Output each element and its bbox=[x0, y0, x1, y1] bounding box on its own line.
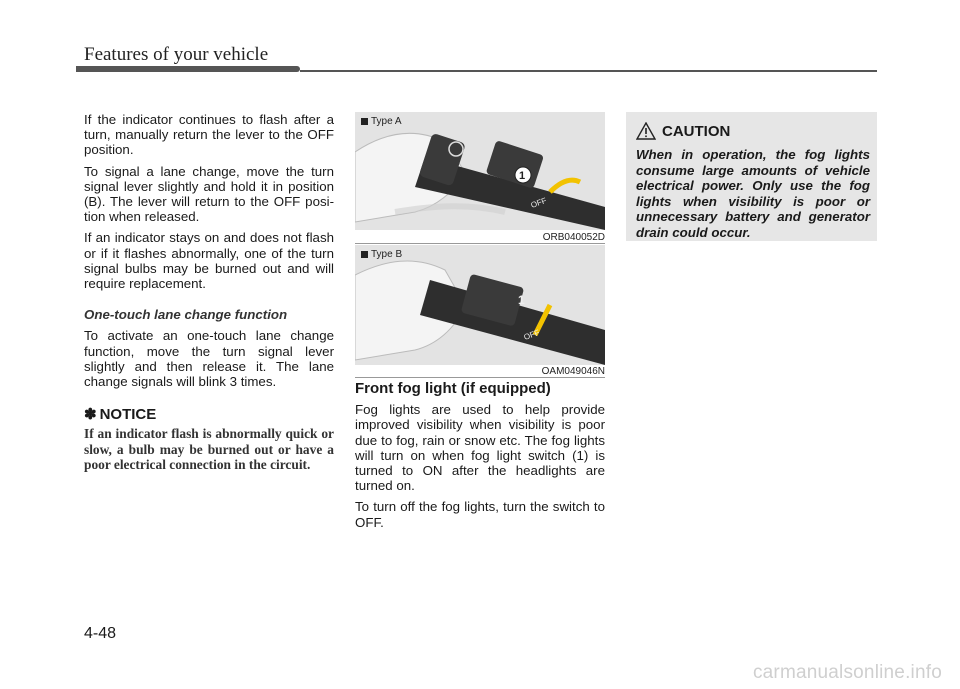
caution-body: When in operation, the fog lights consume large amounts of vehicle electrical power. Only use the fog lights when visibility is poor or unnecessary battery and generator drain could occur. bbox=[636, 147, 870, 240]
page-number: 4-48 bbox=[84, 625, 117, 642]
notice-star-icon: ✽ bbox=[84, 406, 97, 424]
square-bullet-icon bbox=[361, 118, 368, 125]
figure-divider bbox=[355, 377, 605, 378]
caution-title: CAUTION bbox=[662, 122, 731, 140]
figure-tag-label: Type A bbox=[371, 116, 402, 127]
caution-box bbox=[626, 112, 877, 241]
paragraph: To turn off the fog lights, turn the switch to OFF. bbox=[355, 499, 605, 530]
notice-body: If an indicator flash is abnormally quick or slow, a bulb may be burned out or have a poor electrical connection in the circuit. bbox=[84, 426, 334, 473]
header-rule bbox=[300, 70, 877, 72]
figure-tag bbox=[361, 249, 402, 260]
caution-header bbox=[636, 122, 730, 140]
figure-type-b bbox=[355, 245, 605, 365]
figure-code: ORB040052D bbox=[542, 232, 605, 243]
section-title: Front fog light (if equipped) bbox=[355, 380, 551, 397]
left-column bbox=[84, 112, 334, 473]
off-label: OFF bbox=[522, 327, 541, 342]
square-bullet-icon bbox=[361, 251, 368, 258]
callout-1-label: 1 bbox=[519, 170, 526, 182]
notice-label: NOTICE bbox=[99, 406, 157, 424]
header-bar bbox=[76, 66, 300, 72]
header-title: Features of your vehicle bbox=[84, 44, 269, 65]
notice-title bbox=[84, 407, 334, 422]
figure-code: OAM049046N bbox=[541, 366, 605, 377]
paragraph: If an indicator stays on and does not flash or if it flashes abnormally, one of the turn signal bulbs may be burned out and will require replacement. bbox=[84, 230, 334, 292]
figure-type-a bbox=[355, 112, 605, 230]
paragraph: To activate an one-touch lane change function, move the turn signal lever slightly and then release it. The lane change signals will blink 3 times. bbox=[84, 328, 334, 390]
fog-light-lever-illustration bbox=[355, 245, 605, 365]
paragraph: To signal a lane change, move the turn signal lever slightly and hold it in position (B). The lever will return to the OFF posi-tion when released. bbox=[84, 163, 334, 225]
off-label: OFF bbox=[529, 195, 548, 210]
paragraph: Fog lights are used to help provide improved visibility when visibility is poor due to fog, rain or snow etc. The fog lights will turn on when fog light switch (1) is turned to ON after the headlights are turned on. bbox=[355, 402, 605, 494]
callout-1-label: 1 bbox=[518, 293, 525, 307]
warning-triangle-icon bbox=[636, 122, 656, 140]
figure-tag bbox=[361, 116, 402, 127]
figure-tag-label: Type B bbox=[371, 249, 403, 260]
turn-signal-lever-illustration bbox=[355, 112, 605, 230]
paragraph: If the indicator continues to flash after a turn, manually return the lever to the OFF position. bbox=[84, 112, 334, 158]
middle-column bbox=[355, 381, 605, 536]
figure-divider bbox=[355, 243, 605, 244]
watermark: carmanualsonline.info bbox=[752, 662, 942, 683]
subheading: One-touch lane change function bbox=[84, 307, 288, 323]
